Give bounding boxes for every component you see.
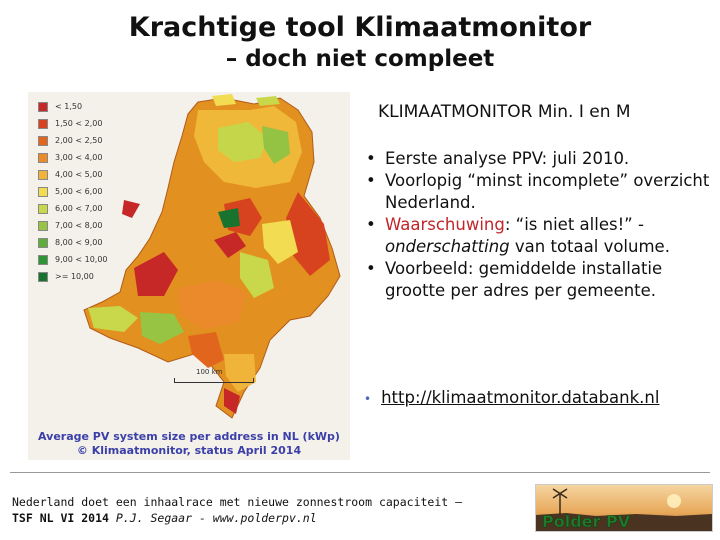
legend-swatch — [38, 238, 48, 248]
svg-text:Polder PV: Polder PV — [542, 512, 631, 531]
legend-item: 1,50 < 2,00 — [38, 115, 108, 132]
bullet-item: • Voorlopig “minst incomplete” overzicht Nederland. — [366, 171, 710, 212]
polder-pv-logo — [535, 484, 713, 532]
legend-swatch — [38, 204, 48, 214]
bullet-item: • Waarschuwing: “is niet alles!” - onderschatting van totaal volume. — [366, 215, 670, 256]
bullet-icon: • — [366, 259, 376, 278]
link-bullet — [364, 388, 659, 407]
legend-swatch — [38, 187, 48, 197]
footer-line1: Nederland doet een inhaalrace met nieuwe zonnestroom capaciteit – — [12, 495, 463, 509]
bullet-item: • Eerste analyse PPV: juli 2010. — [366, 149, 630, 168]
legend-swatch — [38, 221, 48, 231]
legend-swatch — [38, 255, 48, 265]
legend-swatch — [38, 153, 48, 163]
bullet-icon: • — [364, 392, 372, 406]
legend-item: 7,00 < 8,00 — [38, 217, 108, 234]
footer-line2: TSF NL VI 2014 P.J. Segaar - www.polderpv.nl — [12, 511, 317, 525]
legend-swatch — [38, 170, 48, 180]
legend-item: 9,00 < 10,00 — [38, 251, 108, 268]
section-heading: KLIMAATMONITOR Min. I en M — [378, 102, 631, 122]
legend-item: 3,00 < 4,00 — [38, 149, 108, 166]
map-credit: © Klimaatmonitor, status April 2014 — [76, 444, 302, 457]
pv-map-panel — [28, 92, 350, 460]
legend-swatch — [38, 119, 48, 129]
bullet-list — [364, 148, 710, 302]
map-caption: Average PV system size per address in NL (kWp) — [38, 430, 340, 443]
warning-label: Waarschuwing — [385, 215, 505, 234]
bullet-icon: • — [366, 171, 376, 190]
legend-swatch — [38, 102, 48, 112]
klimaatmonitor-link[interactable]: http://klimaatmonitor.databank.nl — [381, 388, 660, 407]
map-legend — [38, 98, 108, 285]
legend-swatch — [38, 272, 48, 282]
footer-text — [12, 494, 462, 526]
bullet-icon: • — [366, 149, 376, 168]
legend-item: < 1,50 — [38, 98, 108, 115]
legend-item: >= 10,00 — [38, 268, 108, 285]
slide-title: Krachtige tool Klimaatmonitor — [128, 12, 592, 43]
footer-divider — [10, 472, 710, 473]
slide-subtitle: – doch niet compleet — [225, 46, 495, 72]
legend-swatch — [38, 136, 48, 146]
legend-item: 4,00 < 5,00 — [38, 166, 108, 183]
map-scale-bar — [174, 378, 254, 383]
bullet-item: • Voorbeeld: gemiddelde installatie grootte per adres per gemeente. — [366, 259, 663, 300]
bullet-icon: • — [366, 215, 376, 234]
legend-item: 8,00 < 9,00 — [38, 234, 108, 251]
legend-item: 2,00 < 2,50 — [38, 132, 108, 149]
legend-item: 6,00 < 7,00 — [38, 200, 108, 217]
map-scale-label: 100 km — [196, 368, 223, 376]
legend-item: 5,00 < 6,00 — [38, 183, 108, 200]
